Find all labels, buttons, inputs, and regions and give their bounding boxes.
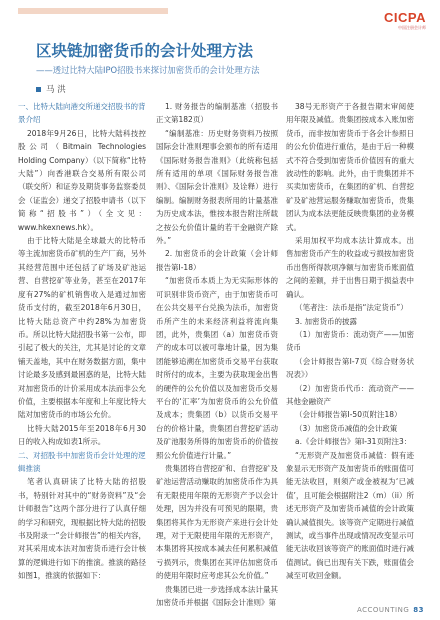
article-subtitle: ——透过比特大陆IPO招股书来探讨加密货币的会计处理方法 (36, 65, 260, 75)
section-heading: 二、对招股书中加密货币会计处理的逻辑推演 (18, 450, 146, 473)
author-line (36, 83, 66, 95)
paragraph: （2）加密货币代币：流动资产——其他金融资产 (286, 383, 414, 406)
paragraph: “加密货币本质上为无实际形体的可识别非货币资产，由于加密货币可在公共交易平台兑换为法币，加密货币所产生的未来经济利益将流向集团，此外，贵集团（a）加密货币资产的成本可以被可靠地计量，因为集团能够追溯在加密货币交易平台获取时所付的成本，主要为获取现金出售的硬件的公允价值以及加密货币交易平台的‘汇率’为加密货币的公允价值及成本；贵集团（b）以货币交易平台的价格计量，贵集团自营挖矿活动及矿池服务所得的加密货币的价值按照公允价值进行计量。” (156, 276, 278, 460)
page-number: 83 (413, 606, 424, 614)
paragraph: （3）加密货币减值的会计政策 (295, 423, 398, 433)
author-name: 马 洪 (46, 85, 66, 95)
journal-name: ACCOUNTING (356, 606, 410, 614)
section-heading: 一、比特大陆向港交所递交招股书的背景介绍 (18, 102, 146, 125)
paragraph: 贵集团将自营挖矿和、自营挖矿及矿池运营活动赚取的加密货币作为具有无限使用年限的无形资产予以会计处理，因为并没有可预见的限期，贵集团将其作为无形资产来进行会计处理，对于无限使用年限的无形资产，本集团将其按成本减去任何累积减值亏损列示，贵集团在其评估加密货币的使用年限时应考虑其公允价值。” (156, 463, 278, 581)
paragraph: 38号无形资产于各报告期末审阅使用年限及减值。贵集团按成本入账加密货币，而非按加密货币于各会计参照日的公允价值进行重估，是由于后一种模式不符合受到加密货币价值因有的重大波动性的影响。此外，由于贵集团并不买卖加密货币，在集团的矿机、自营挖矿及矿池营运服务赚取加密货币，贵集团认为成本法更能反映贵集团的业务模式。 (286, 102, 414, 232)
paragraph: （笔者注：法币是指“法定货币”） (295, 303, 408, 313)
column-1 (18, 100, 146, 583)
column-3 (286, 100, 414, 583)
paragraph: 采用加权平均成本法计算成本。出售加密货币产生的收益或亏损按加密货币出售所得款项净额与加密货币账面值之间的差额，并于出售日期于损益表中确认。 (286, 236, 414, 299)
paragraph: 笔者认真研读了比特大陆的招股书，特别针对其中的“财务资料”及“会计师报告”这两个部分进行了认真仔细的学习和研究，现根据比特大陆的招股书及附录一“会计师报告”的相关内容，对其采用成本法对加密货币进行会计核算的逻辑进行如下的推演。推演的路径如图1，推演的依据如下： (18, 477, 146, 581)
paragraph: 贵集团已进一步选择成本法计量其加密货币并根据《国际会计准则》第 (156, 584, 278, 608)
author-marker-icon (36, 87, 41, 92)
paragraph: 2. 加密货币的会计政策（会计师报告第I-18） (156, 249, 278, 272)
masthead-bar (18, 8, 168, 14)
paragraph: （会计师报告第I-7页《综合财务状况表》） (286, 356, 414, 380)
article-title: 区块链加密货币的会计处理方法 (36, 42, 254, 60)
paragraph: 3. 加密货币的披露 (295, 316, 358, 326)
column-2 (156, 100, 278, 609)
paragraph: “编制基准：历史财务资料乃按照国际会计准则理事会颁布的所有适用《国际财务报告准则》（此统称包括所有适用的单项《国际财务报告准则》、《国际会计准则》及诠释）进行编制。编制财务报表所用的计量基准为历史成本法，惟按本报告附注所载之按公允价值计量的若干金融资产除外。” (156, 128, 278, 246)
paragraph: （1）加密货币：流动资产——加密货币 (286, 329, 414, 353)
cicpa-tagline: 中国注册会计师 (398, 25, 426, 30)
cicpa-logo: CICPA (384, 10, 426, 25)
paragraph: 比特大陆2015年至2018年6月30日的收入构成如表1所示。 (18, 423, 146, 447)
page-footer (357, 606, 424, 614)
paragraph: 1. 财务报告的编制基准（招股书正文第182页） (156, 102, 278, 125)
paragraph: 2018年9月26日，比特大陆科技控股公司（Bitmain Technologies Holding Company）（以下简称“比特大陆”）向香港联合交易所有限公司（联交所）和证券及期货事务监察委员会（证监会）递交了招股申请书（以下简称“招股书”）（全文见：www.hkexnews.hk）。 (18, 128, 146, 232)
paragraph: “无形资产及加密货币减值：假有迹象显示无形资产及加密货币的账面值可能无法收回，则须产或金被视为‘已减值’，且可能会根据附注2（m）（ii）所述无形资产及加密货币减值的会计政策确认减值损失。该等资产定期进行减值测试，或当事件出现或情况改变显示可能无法收回该等资产的账面值时进行减值测试。倘已出现有关下跌，账面值会减至可收回金额。 (286, 450, 414, 581)
paragraph: a.《会计师报告》第I-31页附注3： (295, 437, 412, 447)
paragraph: 由于比特大陆是全球最大的比特币等主流加密货币矿机的生产厂商，另外其经营范围中还包括了矿场及矿池运营、自营挖矿等业务，甚至在2017年度有27%的矿机销售收入是通过加密货币支付的，截至2018年6月30日，比特大陆总资产中约28%为加密货币。所以比特大陆招股书第一公布，即引起了极大的关注，尤其是讨论的文章铺天盖地，其中在财务数据方面，集中讨论最多及感到最困惑的是，比特大陆对加密货币的计价采用成本法而非公允价值，主要根据本年度和上年度比特大陆对加密货币的市场公允价。 (18, 236, 146, 420)
paragraph: （会计师报告第I-50页附注18） (295, 410, 402, 420)
